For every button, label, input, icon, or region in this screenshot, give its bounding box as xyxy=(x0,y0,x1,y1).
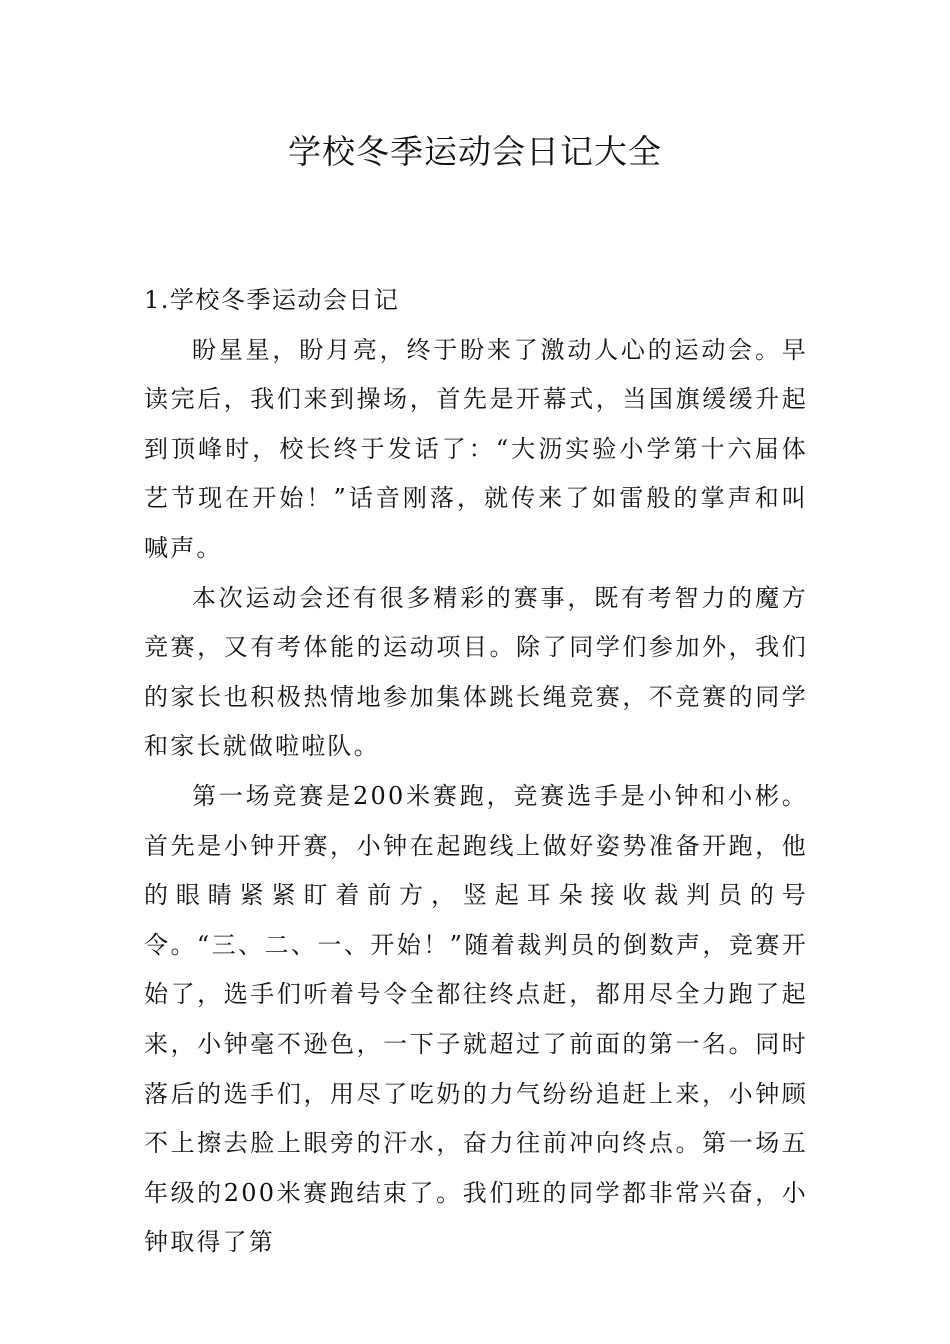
paragraph-1: 盼星星，盼月亮，终于盼来了激动人心的运动会。早读完后，我们来到操场，首先是开幕式，当国旗缓缓升起到顶峰时，校长终于发话了：“大沥实验小学第十六届体艺节现在开始！”话音刚落，就传来了如雷般的掌声和叫喊声。 xyxy=(144,335,808,562)
document-title: 学校冬季运动会日记大全 xyxy=(288,132,662,171)
paragraph-2: 本次运动会还有很多精彩的赛事，既有考智力的魔方竞赛，又有考体能的运动项目。除了同学们参加外，我们的家长也积极热情地参加集体跳长绳竞赛，不竞赛的同学和家长就做啦啦队。 xyxy=(144,583,808,761)
paragraph-3: 第一场竞赛是200米赛跑，竞赛选手是小钟和小彬。首先是小钟开赛，小钟在起跑线上做好姿势准备开跑，他的眼睛紧紧盯着前方，竖起耳朵接收裁判员的号令。“三、二、一、开始！”随着裁判员的倒数声，竞赛开始了，选手们听着号令全都往终点赶，都用尽全力跑了起来，小钟毫不逊色，一下子就超过了前面的第一名。同时落后的选手们，用尽了吃奶的力气纷纷追赶上来，小钟顾不上擦去脸上眼旁的汗水，奋力往前冲向终点。第一场五年级的200米赛跑结束了。我们班的同学都非常兴奋，小钟取得了第 xyxy=(144,781,808,1257)
section-heading: 1.学校冬季运动会日记 xyxy=(144,286,400,314)
document-body xyxy=(144,276,808,1268)
